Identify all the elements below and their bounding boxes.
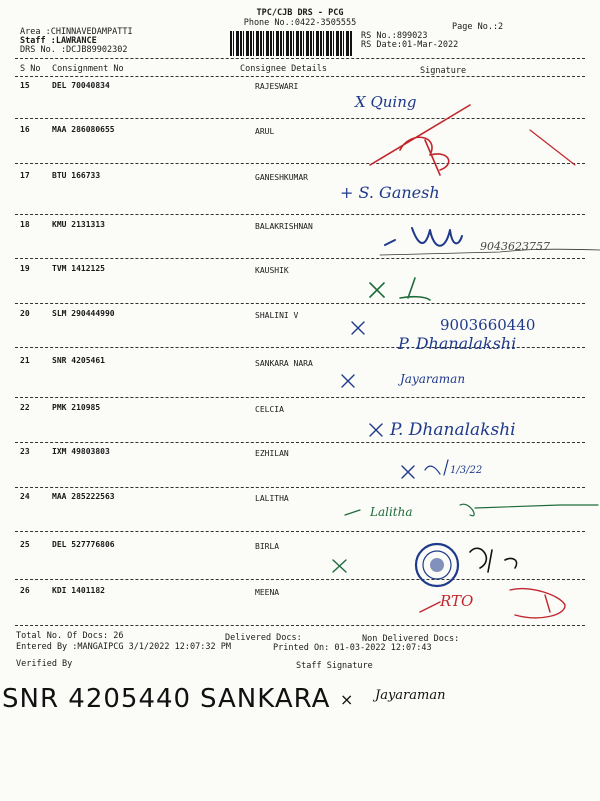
- signature-row-18-number: 9043623757: [480, 240, 550, 253]
- divider: [15, 579, 585, 580]
- non-delivered-docs: Non Delivered Docs:: [362, 634, 460, 644]
- verified-by-label: Verified By: [16, 659, 73, 669]
- sign-row-25: [470, 548, 517, 572]
- divider: [15, 118, 585, 119]
- row-consignment: SLM 290444990: [52, 309, 115, 318]
- row-sno: 25: [20, 540, 30, 549]
- delivered-docs: Delivered Docs:: [225, 633, 302, 643]
- row-consignment: KMU 2131313: [52, 220, 105, 229]
- rs-number: RS No.:899023: [361, 31, 428, 41]
- row-consignee: LALITHA: [255, 494, 289, 503]
- row-consignment: SNR 4205461: [52, 356, 105, 365]
- row-consignment: IXM 49803803: [52, 447, 110, 456]
- row-consignee: KAUSHIK: [255, 266, 289, 275]
- x-row-19: [370, 283, 384, 297]
- sign-row-23: [425, 460, 448, 475]
- staff-signature-label: Staff Signature: [296, 661, 373, 671]
- row-consignee: SANKARA NARA: [255, 359, 313, 368]
- divider: [15, 487, 585, 488]
- row-consignee: EZHILAN: [255, 449, 289, 458]
- divider: [15, 258, 585, 259]
- signature-row-21: Jayaraman: [400, 372, 466, 386]
- row-consignee: CELCIA: [255, 405, 284, 414]
- col-sno: S No: [20, 64, 41, 74]
- row-consignee: MEENA: [255, 588, 280, 597]
- entered-by: Entered By :MANGAIPCG 3/1/2022 12:07:32 PM: [16, 642, 231, 652]
- row-sno: 24: [20, 492, 30, 501]
- divider: [15, 531, 585, 532]
- total-docs: Total No. Of Docs: 26: [16, 631, 124, 641]
- col-consignee: Consignee Details: [240, 64, 327, 74]
- red-tick: [530, 130, 575, 165]
- row-sno: 21: [20, 356, 30, 365]
- drs-number: DRS No. :DCJB89902302: [20, 45, 128, 55]
- x-row-20: [352, 322, 364, 334]
- row-sno: 18: [20, 220, 30, 229]
- handwritten-footer-sign: Jayaraman: [375, 688, 446, 703]
- x-row-25: [333, 560, 346, 572]
- divider: [15, 214, 585, 215]
- staff-label: Staff :LAWRANCE: [20, 36, 97, 46]
- mark-row-19: [400, 278, 430, 300]
- row-sno: 22: [20, 403, 30, 412]
- divider: [15, 625, 585, 626]
- scrawl-row-18: [385, 228, 462, 246]
- x-row-23: [402, 466, 414, 478]
- page-number: Page No.:2: [452, 22, 504, 32]
- signature-row-17: + S. Ganesh: [340, 183, 440, 202]
- divider: [15, 58, 585, 59]
- barcode-image: [230, 31, 352, 56]
- sheet-title: TPC/CJB DRS - PCG: [256, 8, 344, 18]
- row-consignee: ARUL: [255, 127, 275, 136]
- row-consignee: GANESHKUMAR: [255, 173, 308, 182]
- rs-date: RS Date:01-Mar-2022: [361, 40, 459, 50]
- signature-row-20-name: P. Dhanalakshi: [398, 334, 517, 353]
- row-consignment: BTU 166733: [52, 171, 101, 180]
- signature-row-23-date: 1/3/22: [450, 465, 483, 476]
- handwritten-consignment: SNR 4205440: [2, 684, 192, 714]
- row-sno: 23: [20, 447, 30, 456]
- signature-row-26: RTO: [440, 592, 474, 610]
- signature-row-15: X Quing: [355, 93, 417, 111]
- row-consignment: TVM 1412125: [52, 264, 105, 273]
- signature-row-20-number: 9003660440: [440, 316, 536, 334]
- row-consignee: SHALINI V: [255, 311, 299, 320]
- row-sno: 15: [20, 81, 30, 90]
- row-consignee: RAJESWARI: [255, 82, 299, 91]
- row-sno: 20: [20, 309, 30, 318]
- divider: [15, 303, 585, 304]
- phone-number: Phone No.:0422-3505555: [243, 18, 357, 28]
- col-consignment: Consignment No: [52, 64, 124, 74]
- signature-row-24: Lalitha: [370, 505, 413, 519]
- row-sno: 16: [20, 125, 30, 134]
- x-row-21: [342, 375, 354, 387]
- row-consignment: DEL 70040834: [52, 81, 110, 90]
- row-consignment: MAA 285222563: [52, 492, 115, 501]
- divider: [15, 163, 585, 164]
- divider: [15, 397, 585, 398]
- handwritten-name: SANKARA: [200, 684, 331, 714]
- divider: [15, 442, 585, 443]
- area-label: Area :CHINNAVEDAMPATTI: [20, 27, 133, 37]
- row-consignment: DEL 527776806: [52, 540, 115, 549]
- col-signature: Signature: [420, 66, 467, 76]
- printed-on: Printed On: 01-03-2022 12:07:43: [273, 643, 432, 653]
- row-consignment: MAA 286080655: [52, 125, 115, 134]
- row-consignee: BALAKRISHNAN: [255, 222, 313, 231]
- row-consignment: PMK 210985: [52, 403, 101, 412]
- signature-row-22: P. Dhanalakshi: [390, 420, 516, 440]
- divider: [15, 76, 585, 77]
- row-sno: 19: [20, 264, 30, 273]
- handwritten-x: ×: [340, 690, 355, 709]
- row-consignee: BIRLA: [255, 542, 280, 551]
- red-scribble-row-16: [370, 105, 470, 175]
- row-sno: 26: [20, 586, 30, 595]
- row-consignment: KDI 1401182: [52, 586, 105, 595]
- row-sno: 17: [20, 171, 30, 180]
- x-row-22: [370, 424, 382, 436]
